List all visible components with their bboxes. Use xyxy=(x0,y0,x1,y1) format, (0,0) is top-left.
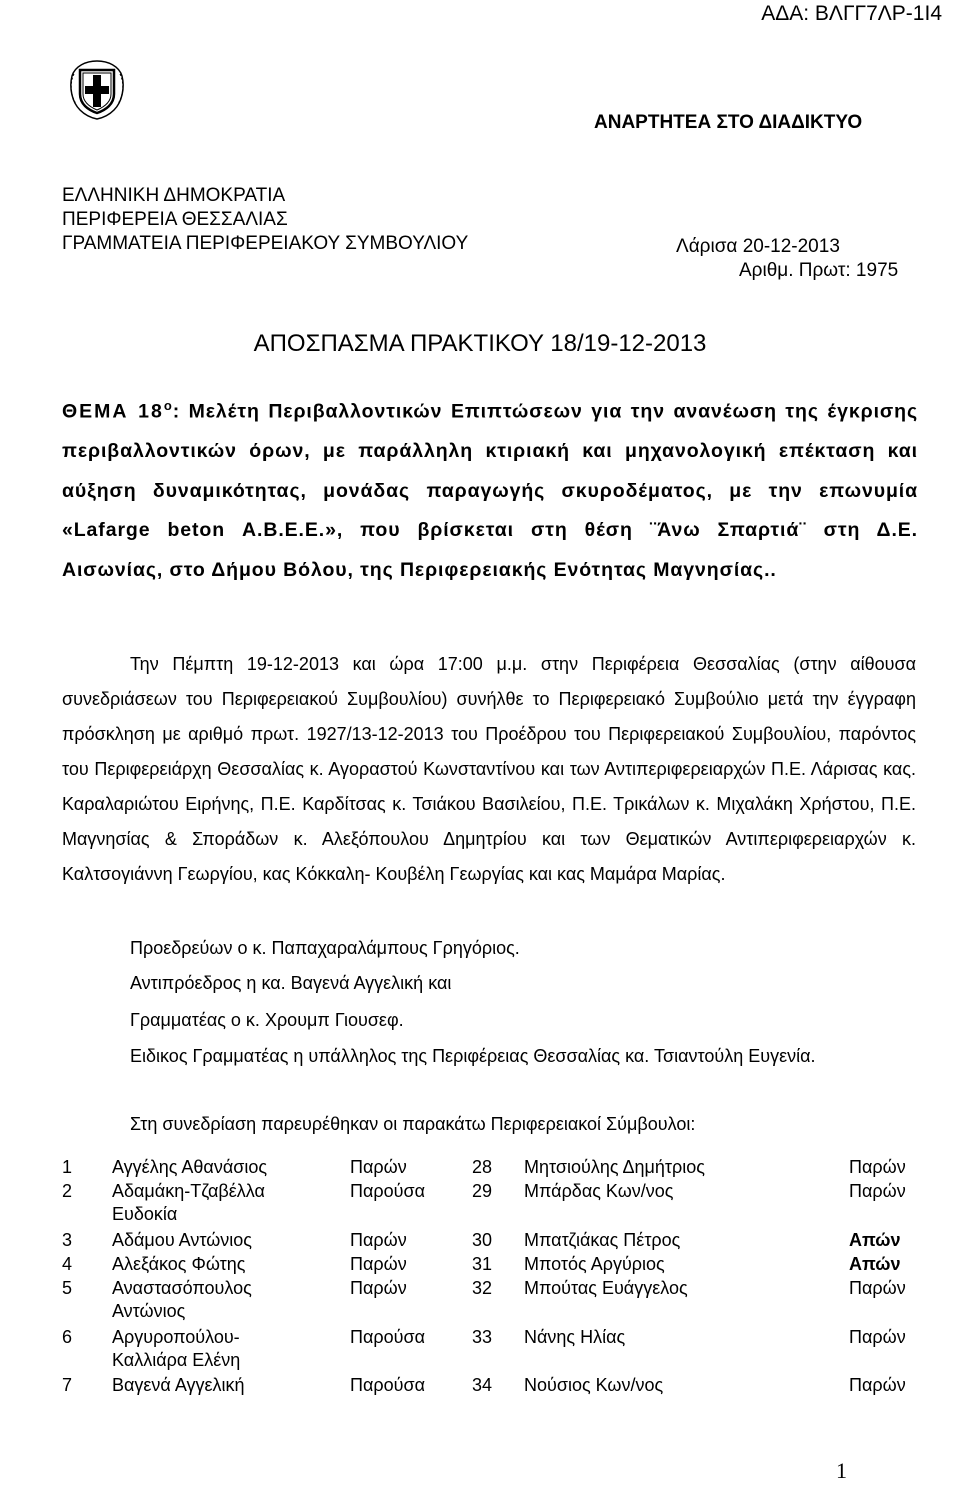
member-name: Μπατζιάκας Πέτρος xyxy=(524,1230,681,1250)
member-status: Παρών xyxy=(849,1181,906,1201)
member-number: 2 xyxy=(62,1181,73,1201)
member-status: Παρούσα xyxy=(350,1327,426,1347)
ada-code: ΑΔΑ: ΒΛΓΓ7ΛΡ-1Ι4 xyxy=(761,2,942,25)
subject-label: ΘΕΜΑ 18 xyxy=(62,400,164,423)
member-name: Βαγενά Αγγελική xyxy=(112,1375,245,1395)
member-name: Μπούτας Ευάγγελος xyxy=(524,1278,688,1298)
president-line: Προεδρεύων ο κ. Παπαχαραλάμπους Γρηγόριος. xyxy=(130,938,520,958)
subject-colon: : xyxy=(172,400,181,423)
member-name: Αδαμάκη-Τζαβέλλα Ευδοκία xyxy=(112,1181,265,1224)
member-status: Παρών xyxy=(849,1157,906,1177)
member-number: 28 xyxy=(472,1157,493,1177)
subject-paragraph xyxy=(62,386,918,590)
member-number: 30 xyxy=(472,1230,493,1250)
member-number: 4 xyxy=(62,1254,73,1274)
vice-president-line: Αντιπρόεδρος η κα. Βαγενά Αγγελική και xyxy=(130,973,452,993)
member-number: 29 xyxy=(472,1181,493,1201)
member-name: Αγγέλης Αθανάσιος xyxy=(112,1157,268,1177)
member-status: Παρών xyxy=(350,1254,407,1274)
member-status: Παρούσα xyxy=(350,1375,426,1395)
member-number: 33 xyxy=(472,1327,493,1347)
member-name: Αργυροπούλου-Καλλιάρα Ελένη xyxy=(112,1327,241,1370)
member-name: Αναστασόπουλος Αντώνιος xyxy=(112,1278,252,1321)
member-status: Παρών xyxy=(350,1278,407,1298)
member-number: 5 xyxy=(62,1278,73,1298)
org-line-3: ΓΡΑΜΜΑΤΕΙΑ ΠΕΡΙΦΕΡΕΙΑΚΟΥ ΣΥΜΒΟΥΛΙΟΥ xyxy=(62,233,469,254)
member-number: 3 xyxy=(62,1230,73,1250)
subject-text: Μελέτη Περιβαλλοντικών Επιπτώσεων για την ανανέωση της έγκρισης περιβαλλοντικών όρων, με παράλληλη κτιριακή και μηχανολογική επέκταση και αύξηση δυναμικότητας, μονάδας παραγωγής σκυροδέματος, με την επωνυμία «Lafarge beton Α.Β.Ε.Ε.», που βρίσκεται στη θέση ¨Άνω Σπαρτιά¨ στη Δ.Ε. Αισωνίας, στο Δήμου Βόλου, της Περιφερειακής Ενότητας Μαγνησίας.. xyxy=(62,400,919,581)
place-date: Λάρισα 20-12-2013 xyxy=(676,236,840,257)
member-name: Μητσιούλης Δημήτριος xyxy=(524,1157,705,1177)
member-number: 34 xyxy=(472,1375,493,1395)
document-title: ΑΠΟΣΠΑΣΜΑ ΠΡΑΚΤΙΚΟΥ 18/19-12-2013 xyxy=(253,330,707,357)
member-number: 31 xyxy=(472,1254,493,1274)
member-number: 1 xyxy=(62,1157,73,1177)
org-line-2: ΠΕΡΙΦΕΡΕΙΑ ΘΕΣΣΑΛΙΑΣ xyxy=(62,209,288,230)
publish-notice: ΑΝΑΡΤΗΤΕΑ ΣΤΟ ΔΙΑΔΙΚΤΥΟ xyxy=(594,112,863,133)
members-intro: Στη συνεδρίαση παρευρέθηκαν οι παρακάτω Περιφερειακοί Σύμβουλοι: xyxy=(130,1114,696,1134)
protocol-number: Αριθμ. Πρωτ: 1975 xyxy=(739,260,899,281)
secretary-line: Γραμματέας ο κ. Χρουμπ Γιουσεφ. xyxy=(130,1010,404,1030)
member-status: Παρών xyxy=(849,1375,906,1395)
member-name: Νούσιος Κων/νος xyxy=(524,1375,664,1395)
member-name: Νάνης Ηλίας xyxy=(524,1327,626,1347)
member-status: Απών xyxy=(849,1254,901,1274)
member-name: Μπάρδας Κων/νος xyxy=(524,1181,674,1201)
member-number: 32 xyxy=(472,1278,493,1298)
special-secretary-block xyxy=(62,1039,916,1074)
member-status: Απών xyxy=(849,1230,901,1250)
greek-coat-of-arms-icon xyxy=(66,58,128,120)
member-status: Παρών xyxy=(849,1327,906,1347)
page-number: 1 xyxy=(836,1458,847,1483)
member-name: Αλεξάκος Φώτης xyxy=(112,1254,246,1274)
member-status: Παρούσα xyxy=(350,1181,426,1201)
member-number: 7 xyxy=(62,1375,73,1395)
subject-ordinal: ο xyxy=(163,398,173,413)
member-status: Παρών xyxy=(350,1230,407,1250)
member-name: Αδάμου Αντώνιος xyxy=(112,1230,252,1250)
body-text xyxy=(62,647,916,892)
special-secretary-line: Ειδικος Γραμματέας η υπάλληλος της Περιφέρειας Θεσσαλίας κα. Τσιαντούλη Ευγενία. xyxy=(130,1046,816,1066)
attendance-paragraph: Την Πέμπτη 19-12-2013 και ώρα 17:00 μ.μ. στην Περιφέρεια Θεσσαλίας (στην αίθουσα συνεδριάσεων του Περιφερειακού Συμβουλίου) συνήλθε το Περιφερειακό Συμβούλιο μετά την έγγραφη πρόσκληση με αριθμό πρωτ. 1927/13-12-2013 του Προέδρου του Περιφερειακού Συμβουλίου, παρόντος του Περιφερειάρχη Θεσσαλίας κ. Αγοραστού Κωνσταντίνου και των Αντιπεριφερειαρχών Π.Ε. Λάρισας κας. Καραλαριώτου Ειρήνης, Π.Ε. Καρδίτσας κ. Τσιάκου Βασιλείου, Π.Ε. Τρικάλων κ. Μιχαλάκη Χρήστου, Π.Ε. Μαγνησίας & Σποράδων κ. Αλεξόπουλου Δημητρίου και των Θεματικών Αντιπεριφερειαρχών κ. Καλτσογιάννη Γεωργίου, κας Κόκκαλη- Κουβέλη Γεωργίας και κας Μαμάρα Μαρίας. xyxy=(62,654,916,884)
member-name: Μποτός Αργύριος xyxy=(524,1254,665,1274)
member-number: 6 xyxy=(62,1327,73,1347)
member-status: Παρών xyxy=(350,1157,407,1177)
member-status: Παρών xyxy=(849,1278,906,1298)
org-line-1: ΕΛΛΗΝΙΚΗ ΔΗΜΟΚΡΑΤΙΑ xyxy=(62,185,286,206)
